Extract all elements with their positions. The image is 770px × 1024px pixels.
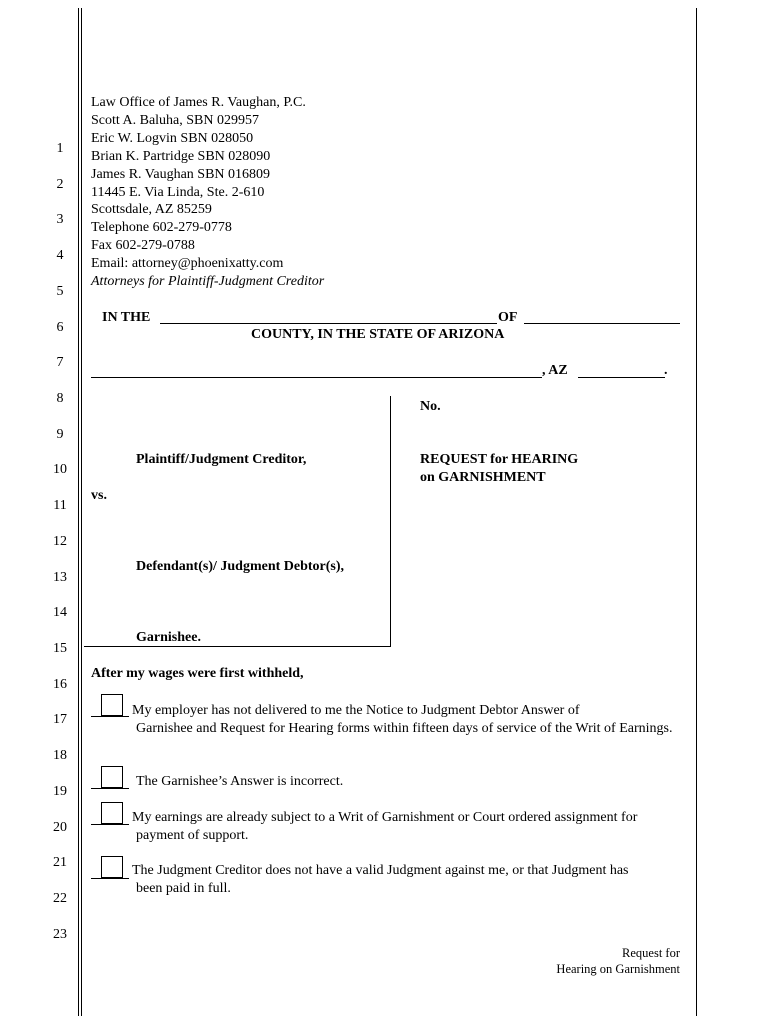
attorney-line: Fax 602-279-0788	[91, 238, 195, 254]
right-margin-rule	[696, 8, 697, 1016]
line-number: 2	[56, 177, 64, 192]
plaintiff-label: Plaintiff/Judgment Creditor,	[136, 452, 307, 467]
line-number: 13	[53, 570, 67, 585]
line-number: 1	[56, 141, 64, 156]
line-number: 17	[53, 712, 67, 727]
line-number: 4	[56, 248, 64, 263]
attorney-line: Telephone 602-279-0778	[91, 220, 232, 236]
left-margin-rule-outer	[78, 8, 79, 1016]
line-number: 22	[53, 891, 67, 906]
attorney-line: James R. Vaughan SBN 016809	[91, 166, 271, 182]
line-number: 12	[53, 534, 67, 549]
line-number: 9	[56, 427, 64, 442]
attorney-line: Brian K. Partridge SBN 028090	[91, 148, 271, 164]
court-county-line: COUNTY, IN THE STATE OF ARIZONA	[251, 327, 505, 342]
case-number-label: No.	[420, 399, 441, 414]
line-number: 3	[56, 212, 64, 227]
court-name-blank[interactable]	[160, 323, 497, 324]
line-number: 11	[53, 498, 67, 513]
line-number: 23	[53, 927, 67, 942]
checkbox-underline	[91, 788, 129, 789]
attorney-block	[91, 94, 324, 291]
option-already-subject-checkbox[interactable]	[101, 802, 123, 824]
option-text: My earnings are already subject to a Writ of Garnishment or Court ordered assignment for	[132, 810, 638, 825]
attorney-line: Law Office of James R. Vaughan, P.C.	[91, 95, 306, 110]
line-number: 20	[53, 820, 67, 835]
versus-label: vs.	[91, 488, 107, 503]
caption-divider-horizontal	[84, 646, 391, 647]
line-number: 8	[56, 391, 64, 406]
checkbox-underline	[91, 878, 129, 879]
court-of: OF	[498, 310, 518, 325]
attorney-line: Scottsdale, AZ 85259	[91, 202, 212, 218]
intro-text: After my wages were first withheld,	[91, 666, 304, 681]
court-location-blank[interactable]	[91, 377, 542, 378]
option-no-valid-judgment-checkbox[interactable]	[101, 856, 123, 878]
line-number: 16	[53, 677, 67, 692]
court-in-the: IN THE	[102, 310, 151, 325]
option-answer-incorrect-checkbox[interactable]	[101, 766, 123, 788]
option-text-continued: payment of support.	[136, 828, 249, 843]
option-text-continued: been paid in full.	[136, 881, 231, 896]
court-zip-blank[interactable]	[578, 377, 665, 378]
caption-divider-vertical	[390, 396, 391, 646]
footer-line1: Request for	[622, 946, 680, 960]
document-title-line2: on GARNISHMENT	[420, 470, 546, 485]
line-number: 14	[53, 605, 67, 620]
line-number: 18	[53, 748, 67, 763]
footer-line2: Hearing on Garnishment	[556, 962, 680, 976]
option-employer-checkbox[interactable]	[101, 694, 123, 716]
defendant-label: Defendant(s)/ Judgment Debtor(s),	[136, 559, 345, 574]
attorney-line: Email: attorney@phoenixatty.com	[91, 256, 284, 272]
attorney-line: Eric W. Logvin SBN 028050	[91, 130, 254, 146]
garnishee-label: Garnishee.	[136, 630, 201, 645]
attorney-line: 11445 E. Via Linda, Ste. 2-610	[91, 184, 265, 200]
court-az: , AZ	[542, 363, 568, 378]
line-number: 5	[56, 284, 64, 299]
option-text-continued: Garnishee and Request for Hearing forms within fifteen days of service of the Writ of Earnings.	[136, 721, 673, 736]
line-number: 10	[53, 462, 67, 477]
checkbox-underline	[91, 716, 129, 717]
attorney-role: Attorneys for Plaintiff-Judgment Creditor	[91, 274, 325, 290]
line-number: 7	[56, 355, 64, 370]
option-text: The Garnishee’s Answer is incorrect.	[136, 774, 344, 789]
left-margin-rule-inner	[81, 8, 82, 1016]
line-number: 6	[56, 320, 64, 335]
option-text: My employer has not delivered to me the Notice to Judgment Debtor Answer of	[132, 703, 580, 718]
option-text: The Judgment Creditor does not have a valid Judgment against me, or that Judgment has	[132, 863, 629, 878]
page-footer	[556, 945, 680, 977]
document-title-line1: REQUEST for HEARING	[420, 452, 579, 467]
line-number: 15	[53, 641, 67, 656]
attorney-line: Scott A. Baluha, SBN 029957	[91, 112, 260, 128]
line-number: 21	[53, 855, 67, 870]
checkbox-underline	[91, 824, 129, 825]
line-number: 19	[53, 784, 67, 799]
court-period: .	[664, 363, 668, 378]
county-name-blank[interactable]	[524, 323, 680, 324]
